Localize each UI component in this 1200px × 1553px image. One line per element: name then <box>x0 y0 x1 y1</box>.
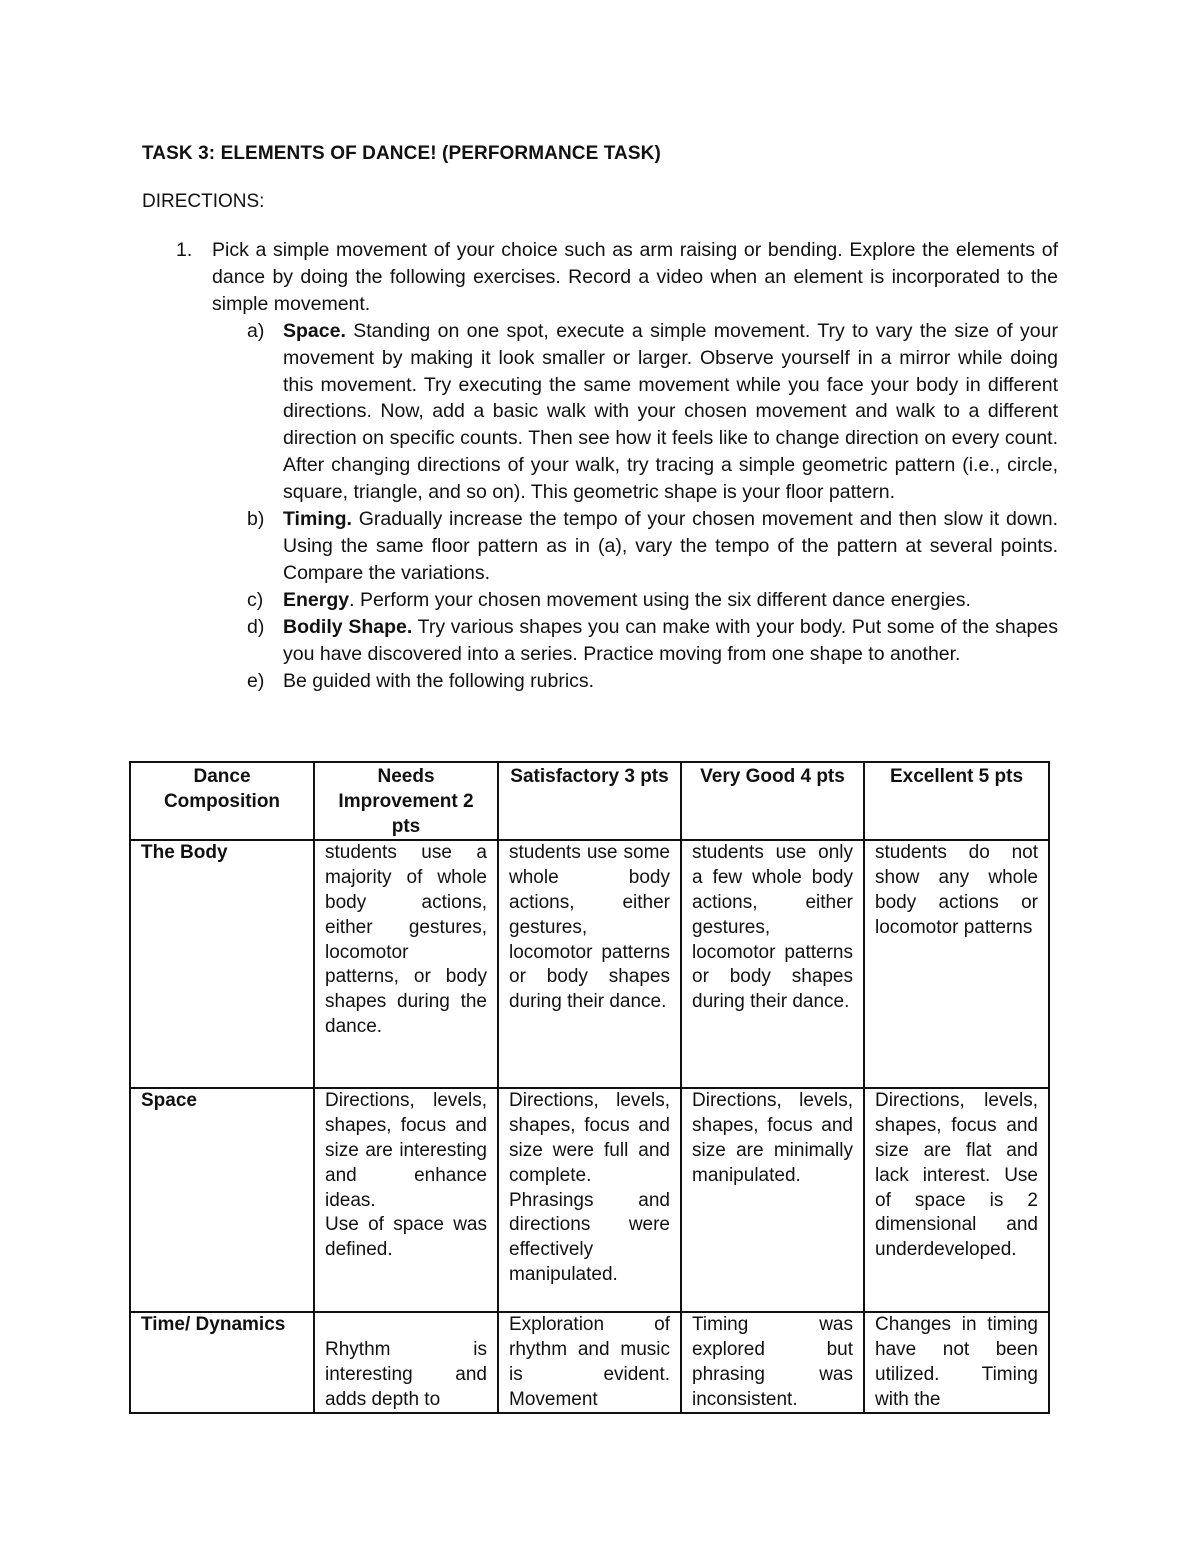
subitem-term: Bodily Shape. <box>283 615 413 638</box>
subitem-text: Standing on one spot, execute a simple movement. Try to vary the size of your movement by making it look smaller or larger. Observe yourself in a mirror while doing this movement. Try executing the same movement while you face your body in different directions. Now, add a basic walk with your chosen movement and walk to a different direction on specific counts. Then see how it feels like to change direction on every count. After changing directions of your walk, try tracing a simple geometric pattern (i.e., circle, square, triangle, and so on). This geometric shape is your floor pattern. <box>283 319 1058 504</box>
subitem-bodily-shape <box>176 614 1058 668</box>
item-number: 1. <box>176 239 193 261</box>
rubric-cell <box>864 1312 1049 1413</box>
item-text: Pick a simple movement of your choice such as arm raising or bending. Explore the elements of dance by doing the following exercises. Record a video when an element is incorporated to the simple movement. <box>212 239 1058 315</box>
header-very-good: Very Good 4 pts <box>681 762 864 840</box>
subitem-text: Gradually increase the tempo of your chosen movement and then slow it down. Using the same floor pattern as in (a), vary the tempo of the pattern at several points. Compare the variations. <box>283 508 1058 584</box>
rubric-cell: Directions, levels, shapes, focus and size are flat and lack interest. Use of space is 2 dimensional and underdeveloped. <box>864 1088 1049 1312</box>
rubric-row-space <box>130 1088 1049 1312</box>
subitem-energy <box>176 587 1058 614</box>
subitem-text: Try various shapes you can make with your body. Put some of the shapes you have discovered into a series. Practice moving from one shape to another. <box>283 615 1058 665</box>
rubric-cell-extra: Use of space was defined. <box>325 1214 487 1261</box>
rubric-cell-text: Rhythm is interesting and adds depth to <box>325 1339 487 1410</box>
rubric-cell: Directions, levels, shapes, focus and size were full and complete. Phrasings and directions were effectively manipulated. <box>498 1088 681 1312</box>
criterion-cell: Space <box>130 1088 314 1312</box>
subitem-label: b) <box>247 508 265 531</box>
rubric-cell: Directions, levels, shapes, focus and size are minimally manipulated. <box>681 1088 864 1312</box>
subitem-space <box>176 318 1058 506</box>
subitem-term: Timing. <box>283 508 352 531</box>
subitem-term: Space. <box>283 319 346 342</box>
rubric-cell: students use some whole body actions, either gestures, locomotor patterns or body shapes during their dance. <box>498 840 681 1088</box>
rubric-cell <box>314 1088 498 1312</box>
header-needs-improvement: Needs Improvement 2 pts <box>314 762 498 840</box>
subitem-label: d) <box>247 615 265 638</box>
rubric-cell-text: Timing was explored but phrasing was inconsistent. <box>692 1314 853 1410</box>
subitem-text: . Perform your chosen movement using the six different dance energies. <box>349 588 971 611</box>
subitem-term: Energy <box>283 588 350 611</box>
rubric-cell: students do not show any whole body actions or locomotor patterns <box>864 840 1049 1088</box>
header-excellent: Excellent 5 pts <box>864 762 1049 840</box>
rubric-cell-text: Changes in timing have not been utilized. Timing with the <box>875 1314 1038 1410</box>
header-dance-composition: Dance Composition <box>130 762 314 840</box>
header-satisfactory: Satisfactory 3 pts <box>498 762 681 840</box>
rubric-cell <box>498 1312 681 1413</box>
rubric-cell <box>681 1312 864 1413</box>
subitem-label: a) <box>247 319 265 342</box>
direction-item-1 <box>176 237 1058 694</box>
directions-label: DIRECTIONS: <box>142 191 265 212</box>
rubric-cell-text: Directions, levels, shapes, focus and size are interesting and enhance ideas. <box>325 1090 487 1211</box>
criterion-cell: The Body <box>130 840 314 1088</box>
rubric-header-row <box>130 762 1049 840</box>
rubric-row-time <box>130 1312 1049 1413</box>
rubric-cell: students use a majority of whole body actions, either gestures, locomotor patterns, or body shapes during the dance. <box>314 840 498 1088</box>
subitem-rubrics <box>176 668 1058 695</box>
rubric-cell-text: Exploration of rhythm and music is evident. Movement <box>509 1314 670 1410</box>
rubric-cell: students use only a few whole body actions, either gestures, locomotor patterns or body shapes during their dance. <box>681 840 864 1088</box>
subitem-label: e) <box>247 669 265 692</box>
rubric-cell <box>314 1312 498 1413</box>
rubric-row-body <box>130 840 1049 1088</box>
subitem-timing <box>176 506 1058 587</box>
rubric-table <box>129 761 1050 1414</box>
subitem-text: Be guided with the following rubrics. <box>283 669 595 692</box>
subitem-label: c) <box>247 588 264 611</box>
task-title: TASK 3: ELEMENTS OF DANCE! (PERFORMANCE TASK) <box>142 143 661 164</box>
criterion-cell: Time/ Dynamics <box>130 1312 314 1413</box>
